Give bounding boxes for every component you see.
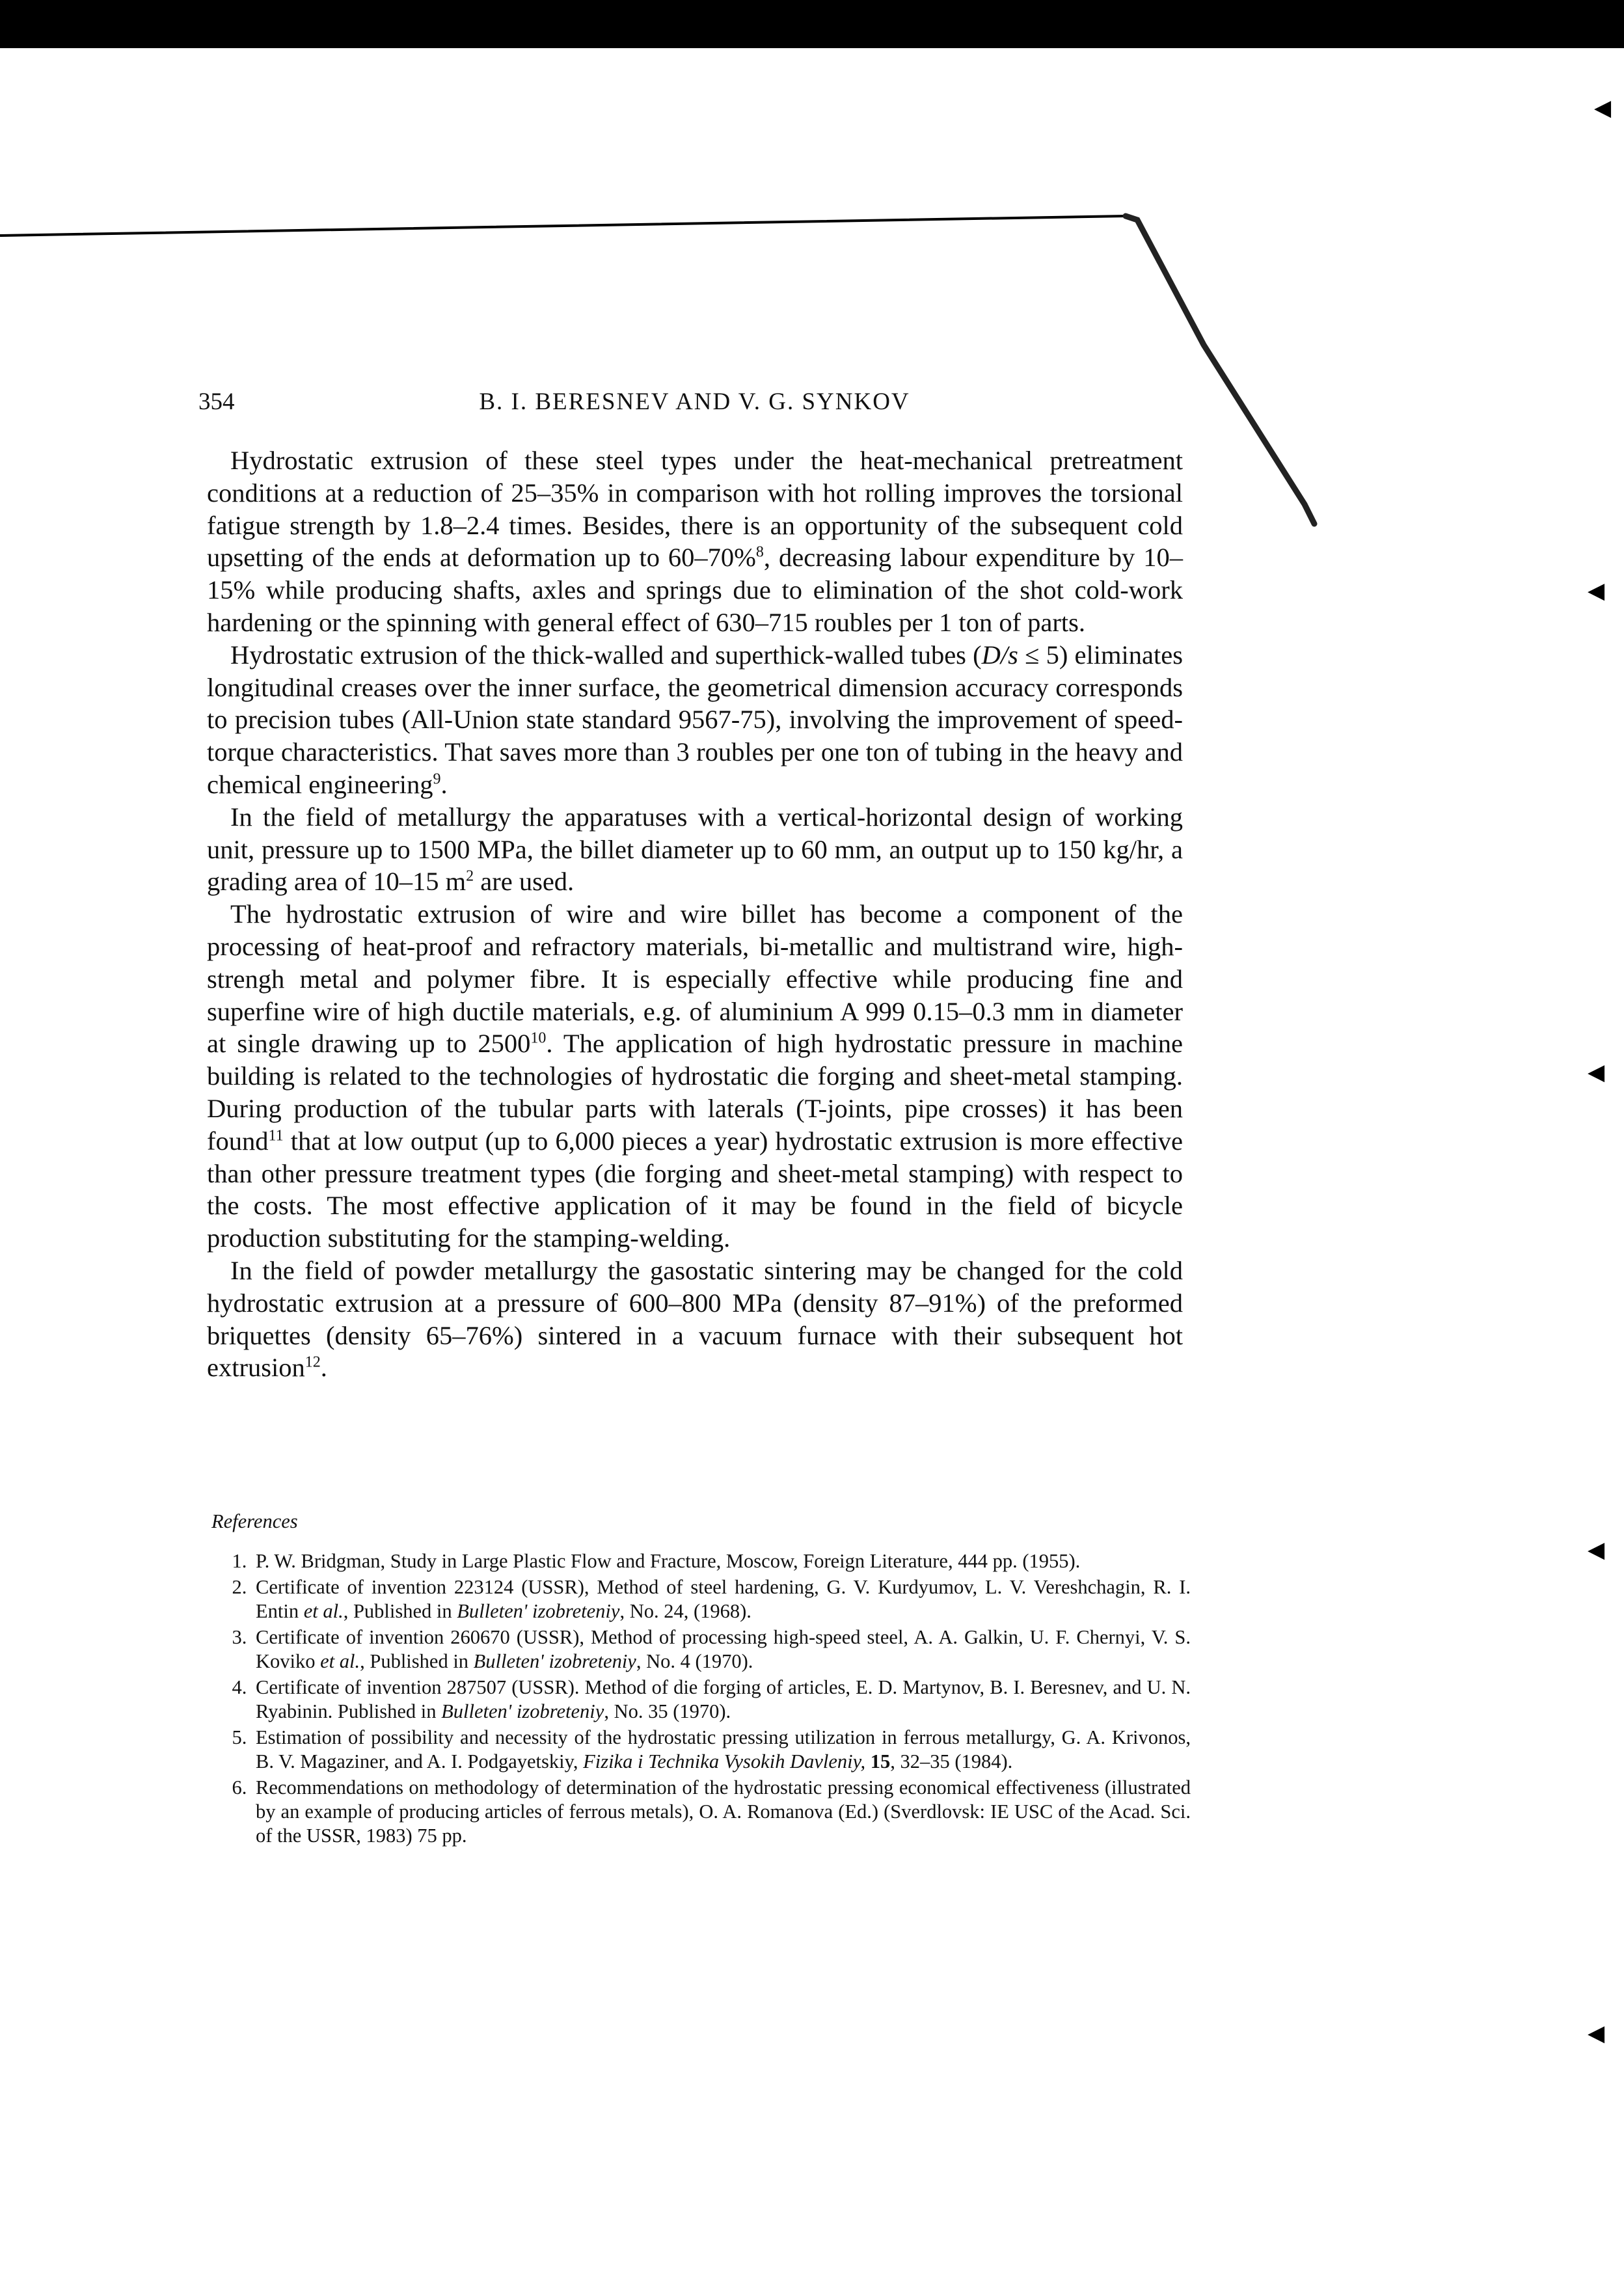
reference-item [252,1776,1191,1848]
text-run: , No. 4 (1970). [636,1650,753,1672]
text-run: Hydrostatic extrusion of the thick-walled and superthick-walled tubes ( [230,640,982,670]
margin-arrow-mark: ◀ [1588,1059,1605,1085]
text-run [865,1750,871,1772]
citation-superscript: 10 [530,1029,547,1047]
text-run: . [440,769,448,799]
margin-arrow-mark: ◀ [1588,1537,1605,1563]
references-list [211,1549,1191,1848]
text-run: et al. [303,1600,344,1622]
text-run: et al. [320,1650,360,1672]
references-heading: References [211,1510,298,1532]
text-run: , No. 35 (1970). [604,1700,731,1722]
text-run: 15 [870,1750,891,1772]
text-run: Certificate of invention 260670 (USSR), Method of processing high-speed steel, A. A. Galkin, U. F. Chernyi, V. S. Koviko [256,1626,1191,1672]
scan-top-edge [0,0,1624,48]
page-number: 354 [198,388,235,415]
margin-arrow-mark: ◀ [1594,95,1612,121]
text-run: Hydrostatic extrusion of these steel types under the heat-mechanical pretreatment conditions at a reduction of 25–35% in comparison with hot rolling improves the torsional fatigue strength by 1.8–2.4 times. Besides, there is an opportunity of the subsequent cold upsetting of the ends at deformation up to 60–70% [207,446,1183,573]
citation-superscript: 11 [268,1127,284,1145]
text-run: , Published in [343,1600,457,1622]
text-run: . The application of high hydrostatic pressure in machine building is related to the technologies of hydrostatic die forging and sheet-metal stamping. During production of the tubular parts with laterals (T-joints, pipe crosses) it has been found [207,1029,1184,1156]
text-run: Fizika i Technika Vysokih Davleniy, [583,1750,866,1772]
text-run: that at low output (up to 6,000 pieces a year) hydrostatic extrusion is more effective than other pressure treatment types (die forging and sheet-metal stamping) with respect to the costs. The most effective application of it may be found in the field of bicycle production substituting for the stamping-welding. [207,1126,1183,1253]
text-run: Bulleten' izobreteniy [457,1600,620,1622]
body-paragraph [207,898,1183,1255]
text-run: ≤ 5) eliminates longitudinal creases over the inner surface, the geometrical dimension accuracy corresponds to precision tubes (All-Union state standard 9567-75), involving the improvement of speed-torque characteristics. That saves more than 3 roubles per one ton of tubing in the heavy and chemical engineering [207,640,1183,799]
citation-superscript: 9 [433,770,441,788]
body-text [207,444,1183,1384]
margin-arrow-mark: ◀ [1588,578,1605,604]
page-header [198,388,1191,424]
body-paragraph [207,639,1183,801]
citation-superscript: 12 [304,1353,321,1371]
citation-superscript: 8 [755,543,764,561]
text-run: Estimation of possibility and necessity of the hydrostatic pressing utilization in ferrous metallurgy, G. A. Krivonos, B. V. Magaziner, and A. I. Podgayetskiy, [256,1726,1191,1772]
text-run: Bulleten' izobreteniy [441,1700,604,1722]
reference-item [252,1549,1191,1573]
text-run: , No. 24, (1968). [619,1600,751,1622]
body-paragraph [207,444,1183,639]
body-paragraph [207,1255,1183,1384]
text-run: Bulleten' izobreteniy [473,1650,636,1672]
text-run: Recommendations on methodology of determination of the hydrostatic pressing economical effectiveness (illustrated by an example of producing articles of ferrous metals), O. A. Romanova (Ed.) (Sverdlovsk: IE USC of the Acad. Sci. of the USSR, 1983) 75 pp. [256,1776,1191,1847]
text-run: are used. [474,867,575,897]
citation-superscript: 2 [466,867,474,885]
text-run: P. W. Bridgman, Study in Large Plastic Flow and Fracture, Moscow, Foreign Literature, 444 pp. (1955). [256,1550,1081,1572]
text-run: The hydrostatic extrusion of wire and wire billet has become a component of the processing of heat-proof and refractory materials, bi-metallic and multistrand wire, high-strengh metal and polymer fibre. It is especially effective while producing fine and superfine wire of high ductile materials, e.g. of aluminium A 999 0.15–0.3 mm in diameter at single drawing up to 2500 [207,899,1183,1059]
reference-item [252,1676,1191,1724]
references-section [211,1510,1191,1850]
text-run: , Published in [360,1650,474,1672]
text-run: , 32–35 (1984). [890,1750,1013,1772]
body-paragraph [207,801,1183,898]
reference-item [252,1625,1191,1674]
margin-arrow-mark: ◀ [1588,2020,1605,2046]
text-run: Certificate of invention 287507 (USSR). Method of die forging of articles, E. D. Martynov, B. I. Beresnev, and U. N. Ryabinin. Published in [256,1676,1191,1722]
text-run: , decreasing labour expenditure by 10–15% while producing shafts, axles and springs due to elimination of the shot cold-work hardening or the spinning with general effect of 630–715 roubles per 1 ton of parts. [207,543,1183,637]
text-run: . [320,1353,327,1383]
text-run: Certificate of invention 223124 (USSR), Method of steel hardening, G. V. Kurdyumov, L. V. Vereshchagin, R. I. Entin [256,1576,1191,1622]
text-run: In the field of powder metallurgy the gasostatic sintering may be changed for the cold hydrostatic extrusion at a pressure of 600–800 MPa (density 87–91%) of the preformed briquettes (density 65–76%) sintered in a vacuum furnace with their subsequent hot extrusion [207,1255,1183,1383]
text-run: D/s [981,640,1018,670]
running-title: B. I. BERESNEV AND V. G. SYNKOV [479,388,910,415]
reference-item [252,1575,1191,1623]
reference-item [252,1726,1191,1774]
text-run: In the field of metallurgy the apparatuses with a vertical-horizontal design of working unit, pressure up to 1500 MPa, the billet diameter up to 60 mm, an output up to 150 kg/hr, a grading area of 10–15 m [207,802,1183,897]
